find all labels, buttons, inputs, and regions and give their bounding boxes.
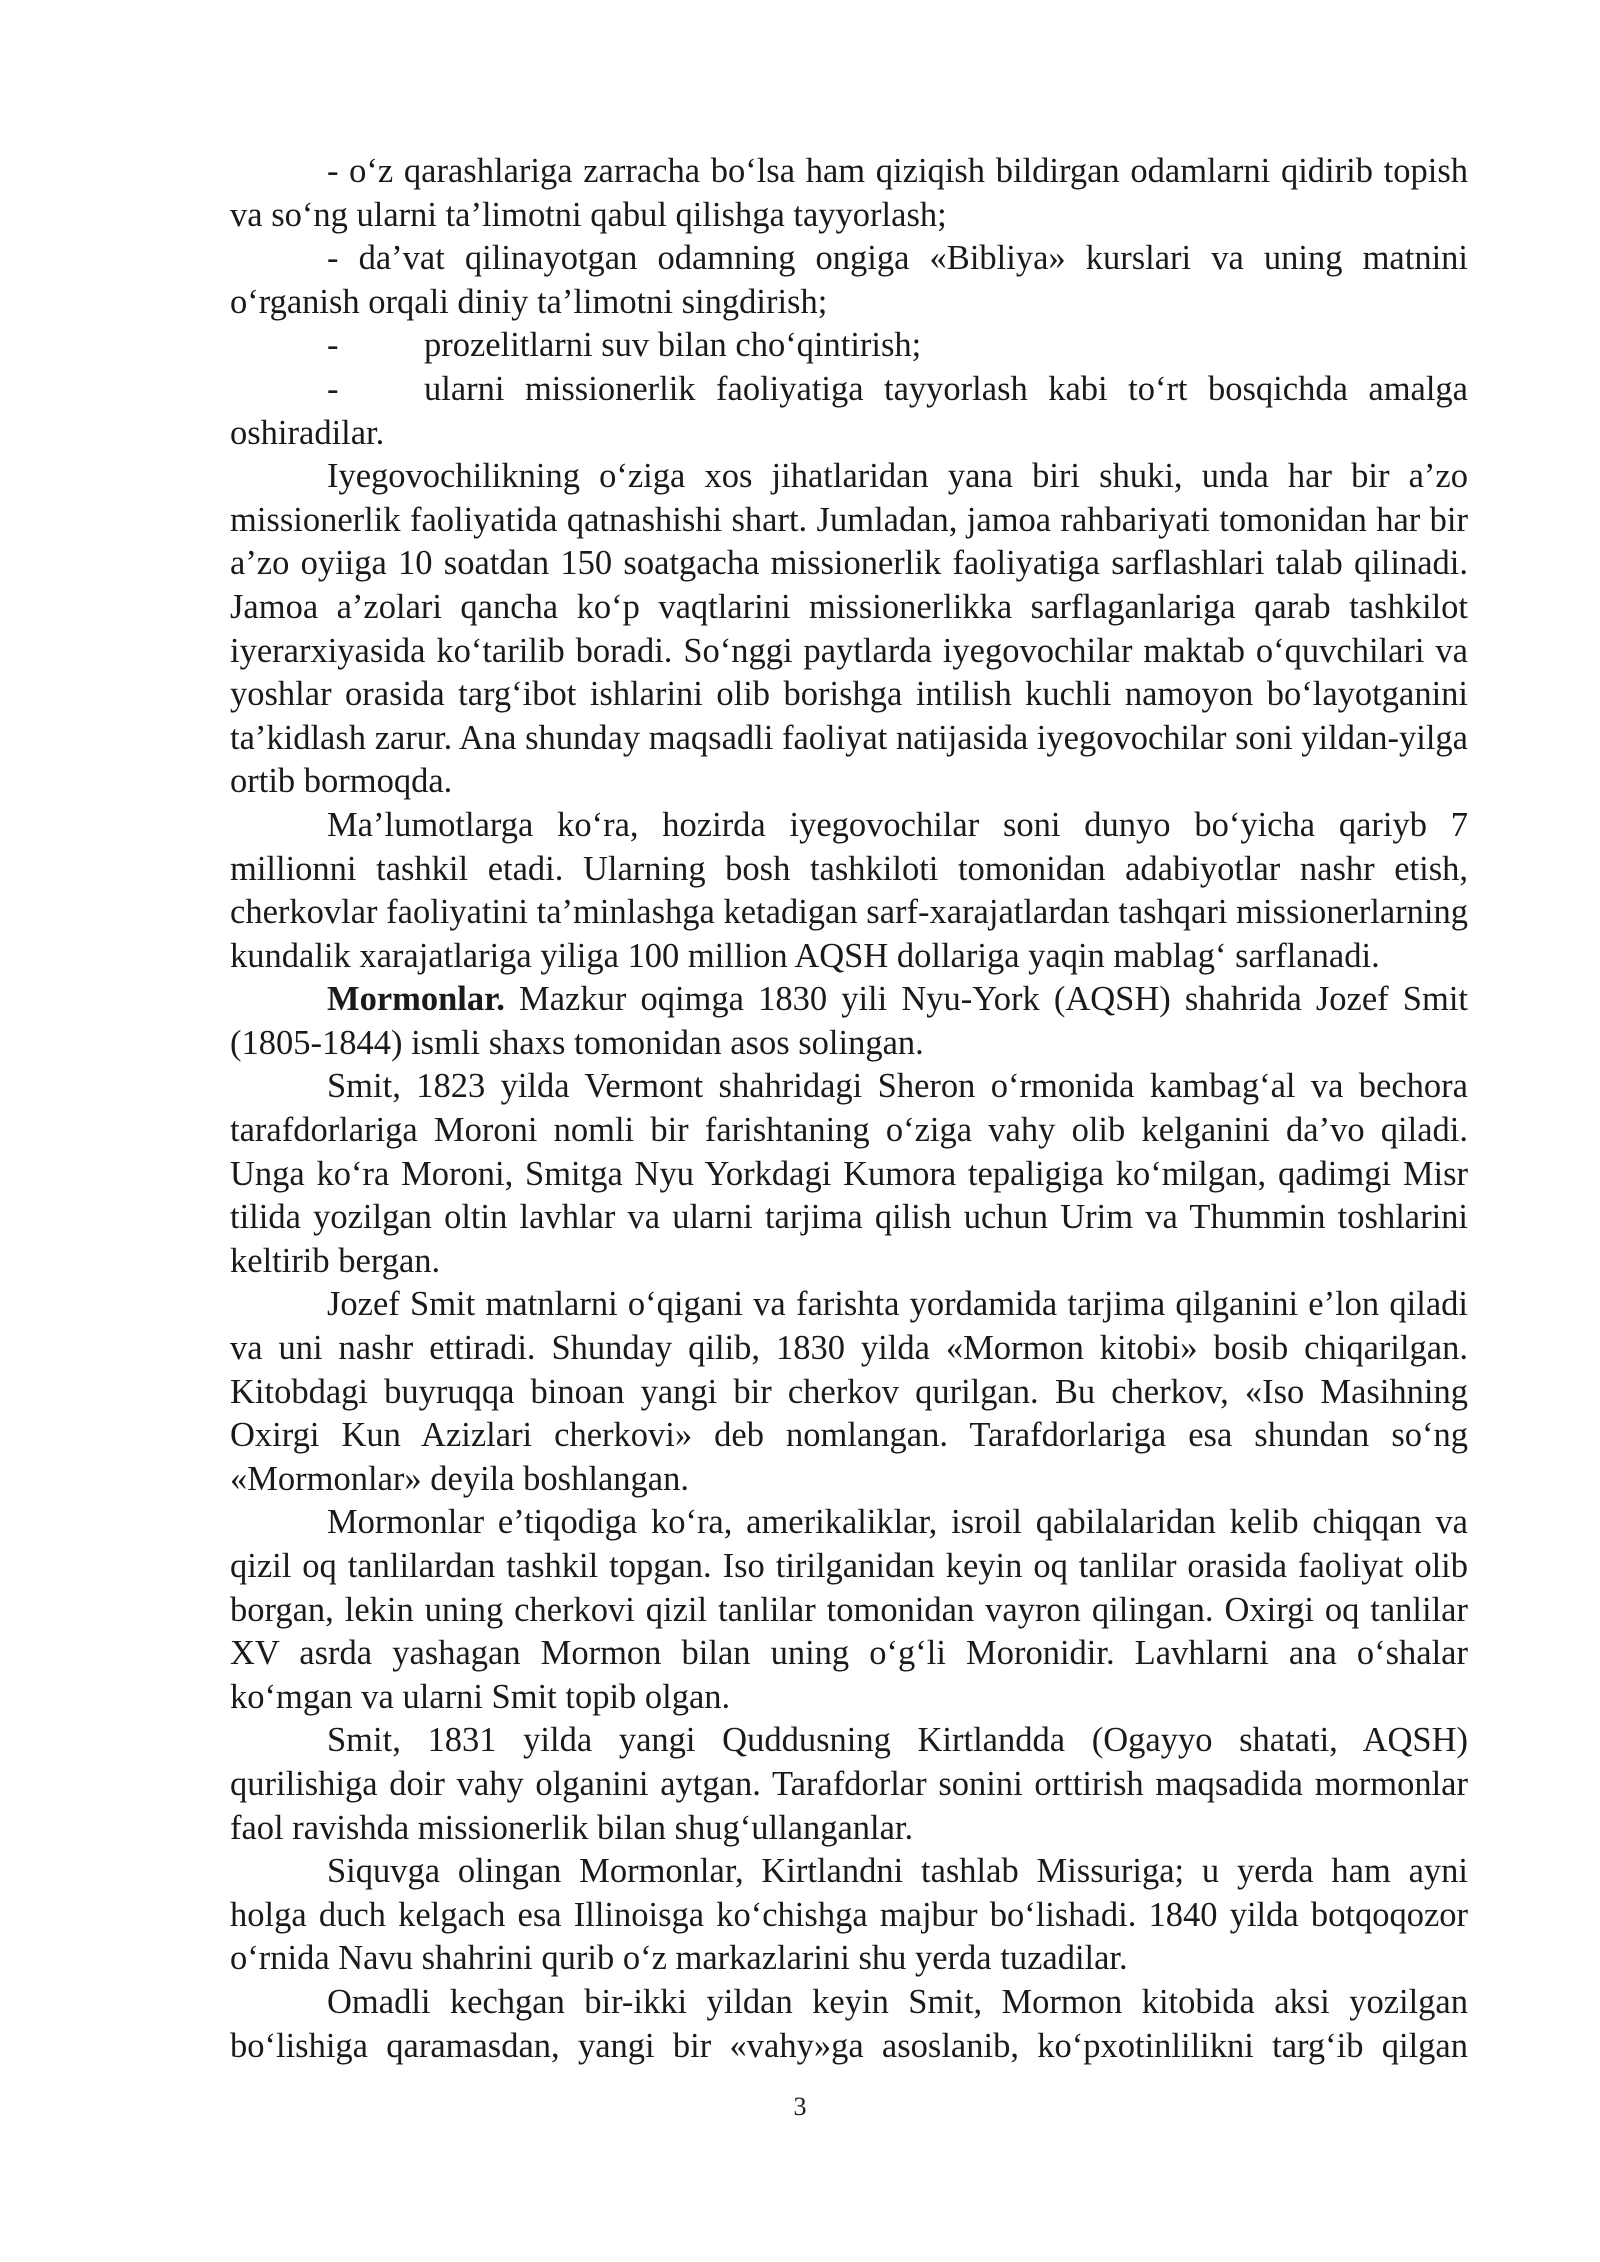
paragraph-nauvoo: Siquvga olingan Mormonlar, Kirtlandni tashlab Missuriga; u yerda ham ayni holga duch kelgach esa Illinoisga ko‘chishga majbur bo‘lishadi. 1840 yilda botqoqozor o‘rnida Navu shahrini qurib o‘z markazlarini shu yerda tuzadilar. xyxy=(230,1852,1468,1978)
paragraph-moroni: Smit, 1823 yilda Vermont shahridagi Sheron o‘rmonida kambag‘al va bechora tarafdorlariga Moroni nomli bir farishtaning o‘ziga vahy olib kelganini da’vo qiladi. Unga ko‘ra Moroni, Smitga Nyu Yorkdagi Kumora tepaligiga ko‘milgan, qadimgi Misr tilida yozilgan oltin lavhlar va ularni tarjima qilish uchun Urim va Thummin toshlarini keltirib bergan. xyxy=(230,1067,1468,1280)
paragraph-kirtland: Smit, 1831 yilda yangi Quddusning Kirtlandda (Ogayyo shatati, AQSH) qurilishiga doir vahy olganini aytgan. Tarafdorlar sonini orttirish maqsadida mormonlar faol ravishda missionerlik bilan shug‘ullanganlar. xyxy=(230,1721,1468,1847)
dash-marker: - xyxy=(327,369,339,408)
list-item-stage-4 xyxy=(230,368,1468,412)
paragraph-text: Mazkur oqimga 1830 yili Nyu-York (AQSH) shahrida Jozef Smit (1805-1844) ismli shaxs tomonidan asos solingan. xyxy=(230,980,1468,1062)
page-number: 3 xyxy=(793,2092,807,2121)
list-item-stage-3 xyxy=(230,324,1468,368)
paragraph-mormon-beliefs: Mormonlar e’tiqodiga ko‘ra, amerikaliklar, isroil qabilalaridan kelib chiqqan va qizil oq tanlilardan tashkil topgan. Iso tirilganidan keyin oq tanlilar orasida faoliyat olib borgan, lekin uning cherkovi qizil tanlilar tomonidan vayron qilingan. Oxirgi oq tanlilar XV asrda yashagan Mormon bilan uning o‘g‘li Moronidir. Lavhlarni ana o‘shalar ko‘mgan va ularni Smit topib olgan. xyxy=(230,1503,1468,1716)
list-item-text: prozelitlarni suv bilan cho‘qintirish; xyxy=(424,326,922,365)
section-heading-mormons: Mormonlar. xyxy=(327,980,505,1019)
list-item-text: ularni missionerlik faoliyatiga tayyorlash kabi to‘rt bosqichda amalga xyxy=(424,369,1468,408)
paragraph-stage-1: - o‘z qarashlariga zarracha bo‘lsa ham qiziqish bildirgan odamlarni qidirib topish va so‘ng ularni ta’limotni qabul qilishga tayyorlash; xyxy=(230,152,1468,234)
paragraph-stage-2: - da’vat qilinayotgan odamning ongiga «Bibliya» kurslari va uning matnini o‘rganish orqali diniy ta’limotni singdirish; xyxy=(230,239,1468,321)
list-item-continuation: oshiradilar. xyxy=(230,413,385,452)
paragraph-mormons-intro xyxy=(230,978,1468,1065)
paragraph-book-of-mormon: Jozef Smit matnlarni o‘qigani va farishta yordamida tarjima qilganini e’lon qiladi va uni nashr ettiradi. Shunday qilib, 1830 yilda «Mormon kitobi» bosib chiqarilgan. Kitobdagi buyruqqa binoan yangi bir cherkov qurilgan. Bu cherkov, «Iso Masihning Oxirgi Kun Azizlari cherkovi» deb nomlangan. Tarafdorlariga esa shundan so‘ng «Mormonlar» deyila boshlangan. xyxy=(230,1285,1468,1498)
paragraph-jehovah-statistics: Ma’lumotlarga ko‘ra, hozirda iyegovochilar soni dunyo bo‘yicha qariyb 7 millionni tashkil etadi. Ularning bosh tashkiloti tomonidan adabiyotlar nashr etish, cherkovlar faoliyatini ta’minlashga ketadigan sarf-xarajatlardan tashqari missionerlarning kundalik xarajatlariga yiliga 100 million AQSH dollariga yaqin mablag‘ sarflanadi. xyxy=(230,805,1468,975)
paragraph-jehovah-missionary: Iyegovochilikning o‘ziga xos jihatlaridan yana biri shuki, unda har bir a’zo missionerlik faoliyatida qatnashishi shart. Jumladan, jamoa rahbariyati tomonidan har bir a’zo oyiiga 10 soatdan 150 soatgacha missionerlik faoliyatiga sarflashlari talab qilinadi. Jamoa a’zolari qancha ko‘p vaqtlarini missionerlikka sarflaganlariga qarab tashkilot iyerarxiyasida ko‘tarilib boradi. So‘nggi paytlarda iyegovochilar maktab o‘quvchilari va yoshlar orasida targ‘ibot ishlarini olib borishga intilish kuchli namoyon bo‘layotganini ta’kidlash zarur. Ana shunday maqsadli faoliyat natijasida iyegovochilar soni yildan-yilga ortib bormoqda. xyxy=(230,457,1468,801)
paragraph-polygamy: Omadli kechgan bir-ikki yildan keyin Smit, Mormon kitobida aksi yozilgan bo‘lishiga qaramasdan, yangi bir «vahy»ga asoslanib, ko‘pxotinlilikni targ‘ib qilgan xyxy=(230,1982,1468,2065)
document-page xyxy=(230,150,1468,2068)
dash-marker: - xyxy=(327,326,339,365)
